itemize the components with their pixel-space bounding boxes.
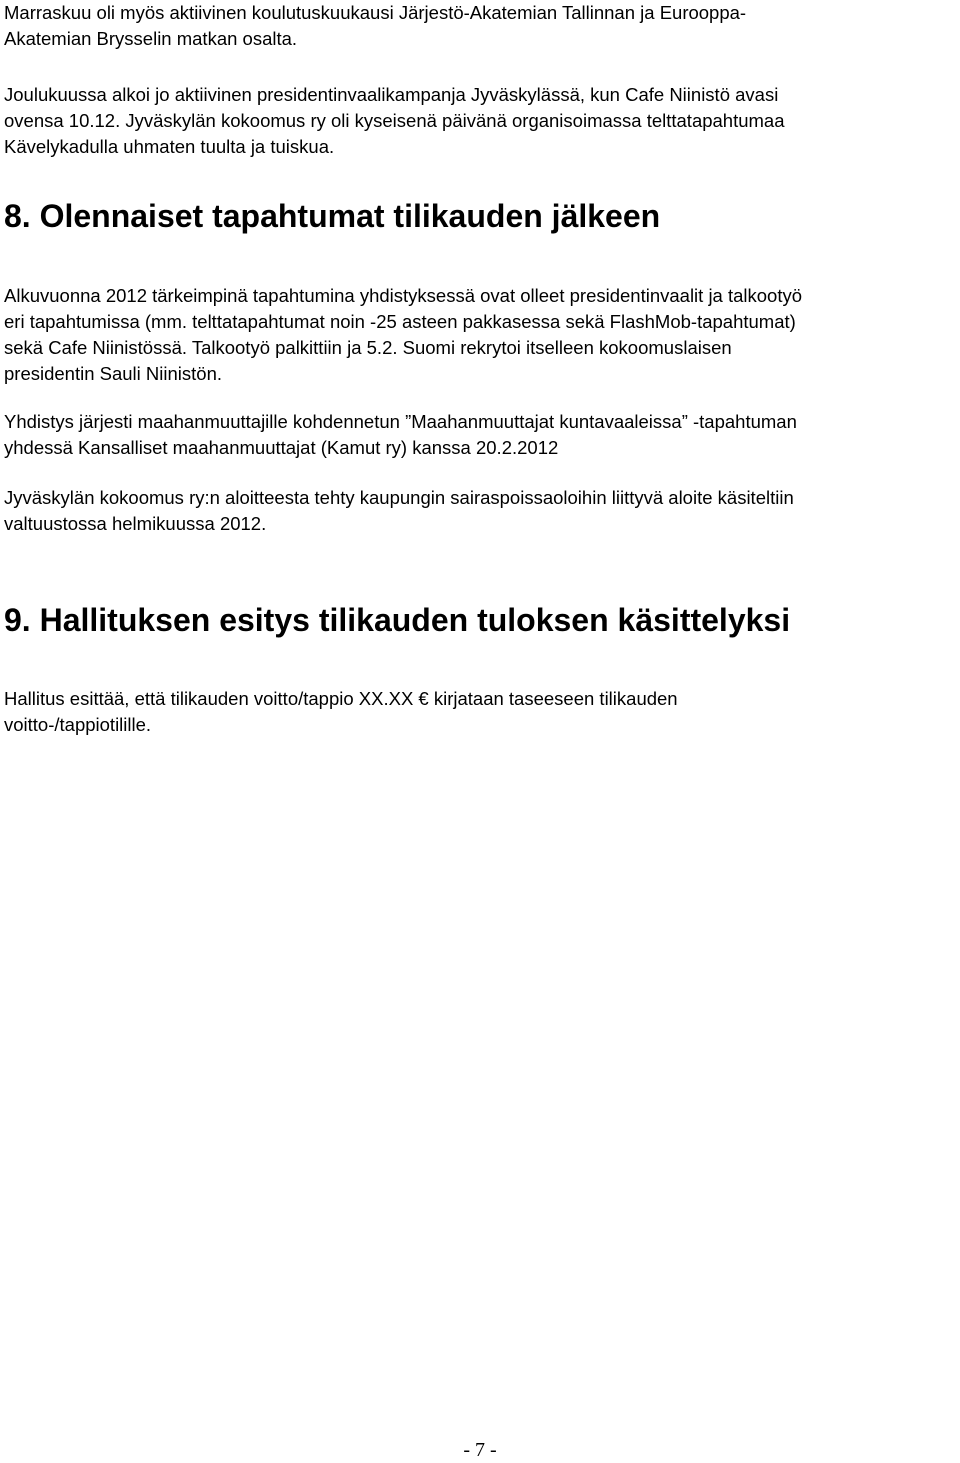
paragraph-board-proposal <box>4 686 960 738</box>
text-line: Yhdistys järjesti maahanmuuttajille kohdennetun ”Maahanmuuttajat kuntavaaleissa” -tapahtuman <box>4 411 797 432</box>
text-line: Joulukuussa alkoi jo aktiivinen presidentinvaalikampanja Jyväskylässä, kun Cafe Niinistö avasi <box>4 84 779 105</box>
section-9-heading: 9. Hallituksen esitys tilikauden tuloksen käsittelyksi <box>4 602 791 638</box>
text-line: eri tapahtumissa (mm. telttatapahtumat noin -25 asteen pakkasessa sekä FlashMob-tapahtumat) <box>4 311 796 332</box>
section-8-heading: 8. Olennaiset tapahtumat tilikauden jälkeen <box>4 198 661 234</box>
paragraph-early-year <box>4 283 960 387</box>
text-line: voitto-/tappiotilille. <box>4 714 152 735</box>
paragraph-council-initiative <box>4 485 960 537</box>
text-line: valtuustossa helmikuussa 2012. <box>4 513 267 534</box>
text-line: Hallitus esittää, että tilikauden voitto/tappio XX.XX € kirjataan taseeseen tilikauden <box>4 688 678 709</box>
text-line: Marraskuu oli myös aktiivinen koulutuskuukausi Järjestö-Akatemian Tallinnan ja Eurooppa- <box>4 2 747 23</box>
text-line: yhdessä Kansalliset maahanmuuttajat (Kamut ry) kanssa 20.2.2012 <box>4 437 559 458</box>
page-number: - 7 - <box>463 1439 497 1461</box>
paragraph-immigrants-event <box>4 409 960 461</box>
text-line: Alkuvuonna 2012 tärkeimpinä tapahtumina yhdistyksessä ovat olleet presidentinvaalit ja talkootyö <box>4 285 803 306</box>
text-line: ovensa 10.12. Jyväskylän kokoomus ry oli kyseisenä päivänä organisoimassa telttatapahtumaa <box>4 110 785 131</box>
paragraph-november <box>4 0 960 52</box>
text-line: Akatemian Brysselin matkan osalta. <box>4 28 298 49</box>
text-line: Jyväskylän kokoomus ry:n aloitteesta tehty kaupungin sairaspoissaoloihin liittyvä aloite käsiteltiin <box>4 487 794 508</box>
text-line: Kävelykadulla uhmaten tuulta ja tuiskua. <box>4 136 335 157</box>
paragraph-december <box>4 82 960 160</box>
text-line: presidentin Sauli Niinistön. <box>4 363 223 384</box>
text-line: sekä Cafe Niinistössä. Talkootyö palkittiin ja 5.2. Suomi rekrytoi itselleen kokoomuslaisen <box>4 337 732 358</box>
